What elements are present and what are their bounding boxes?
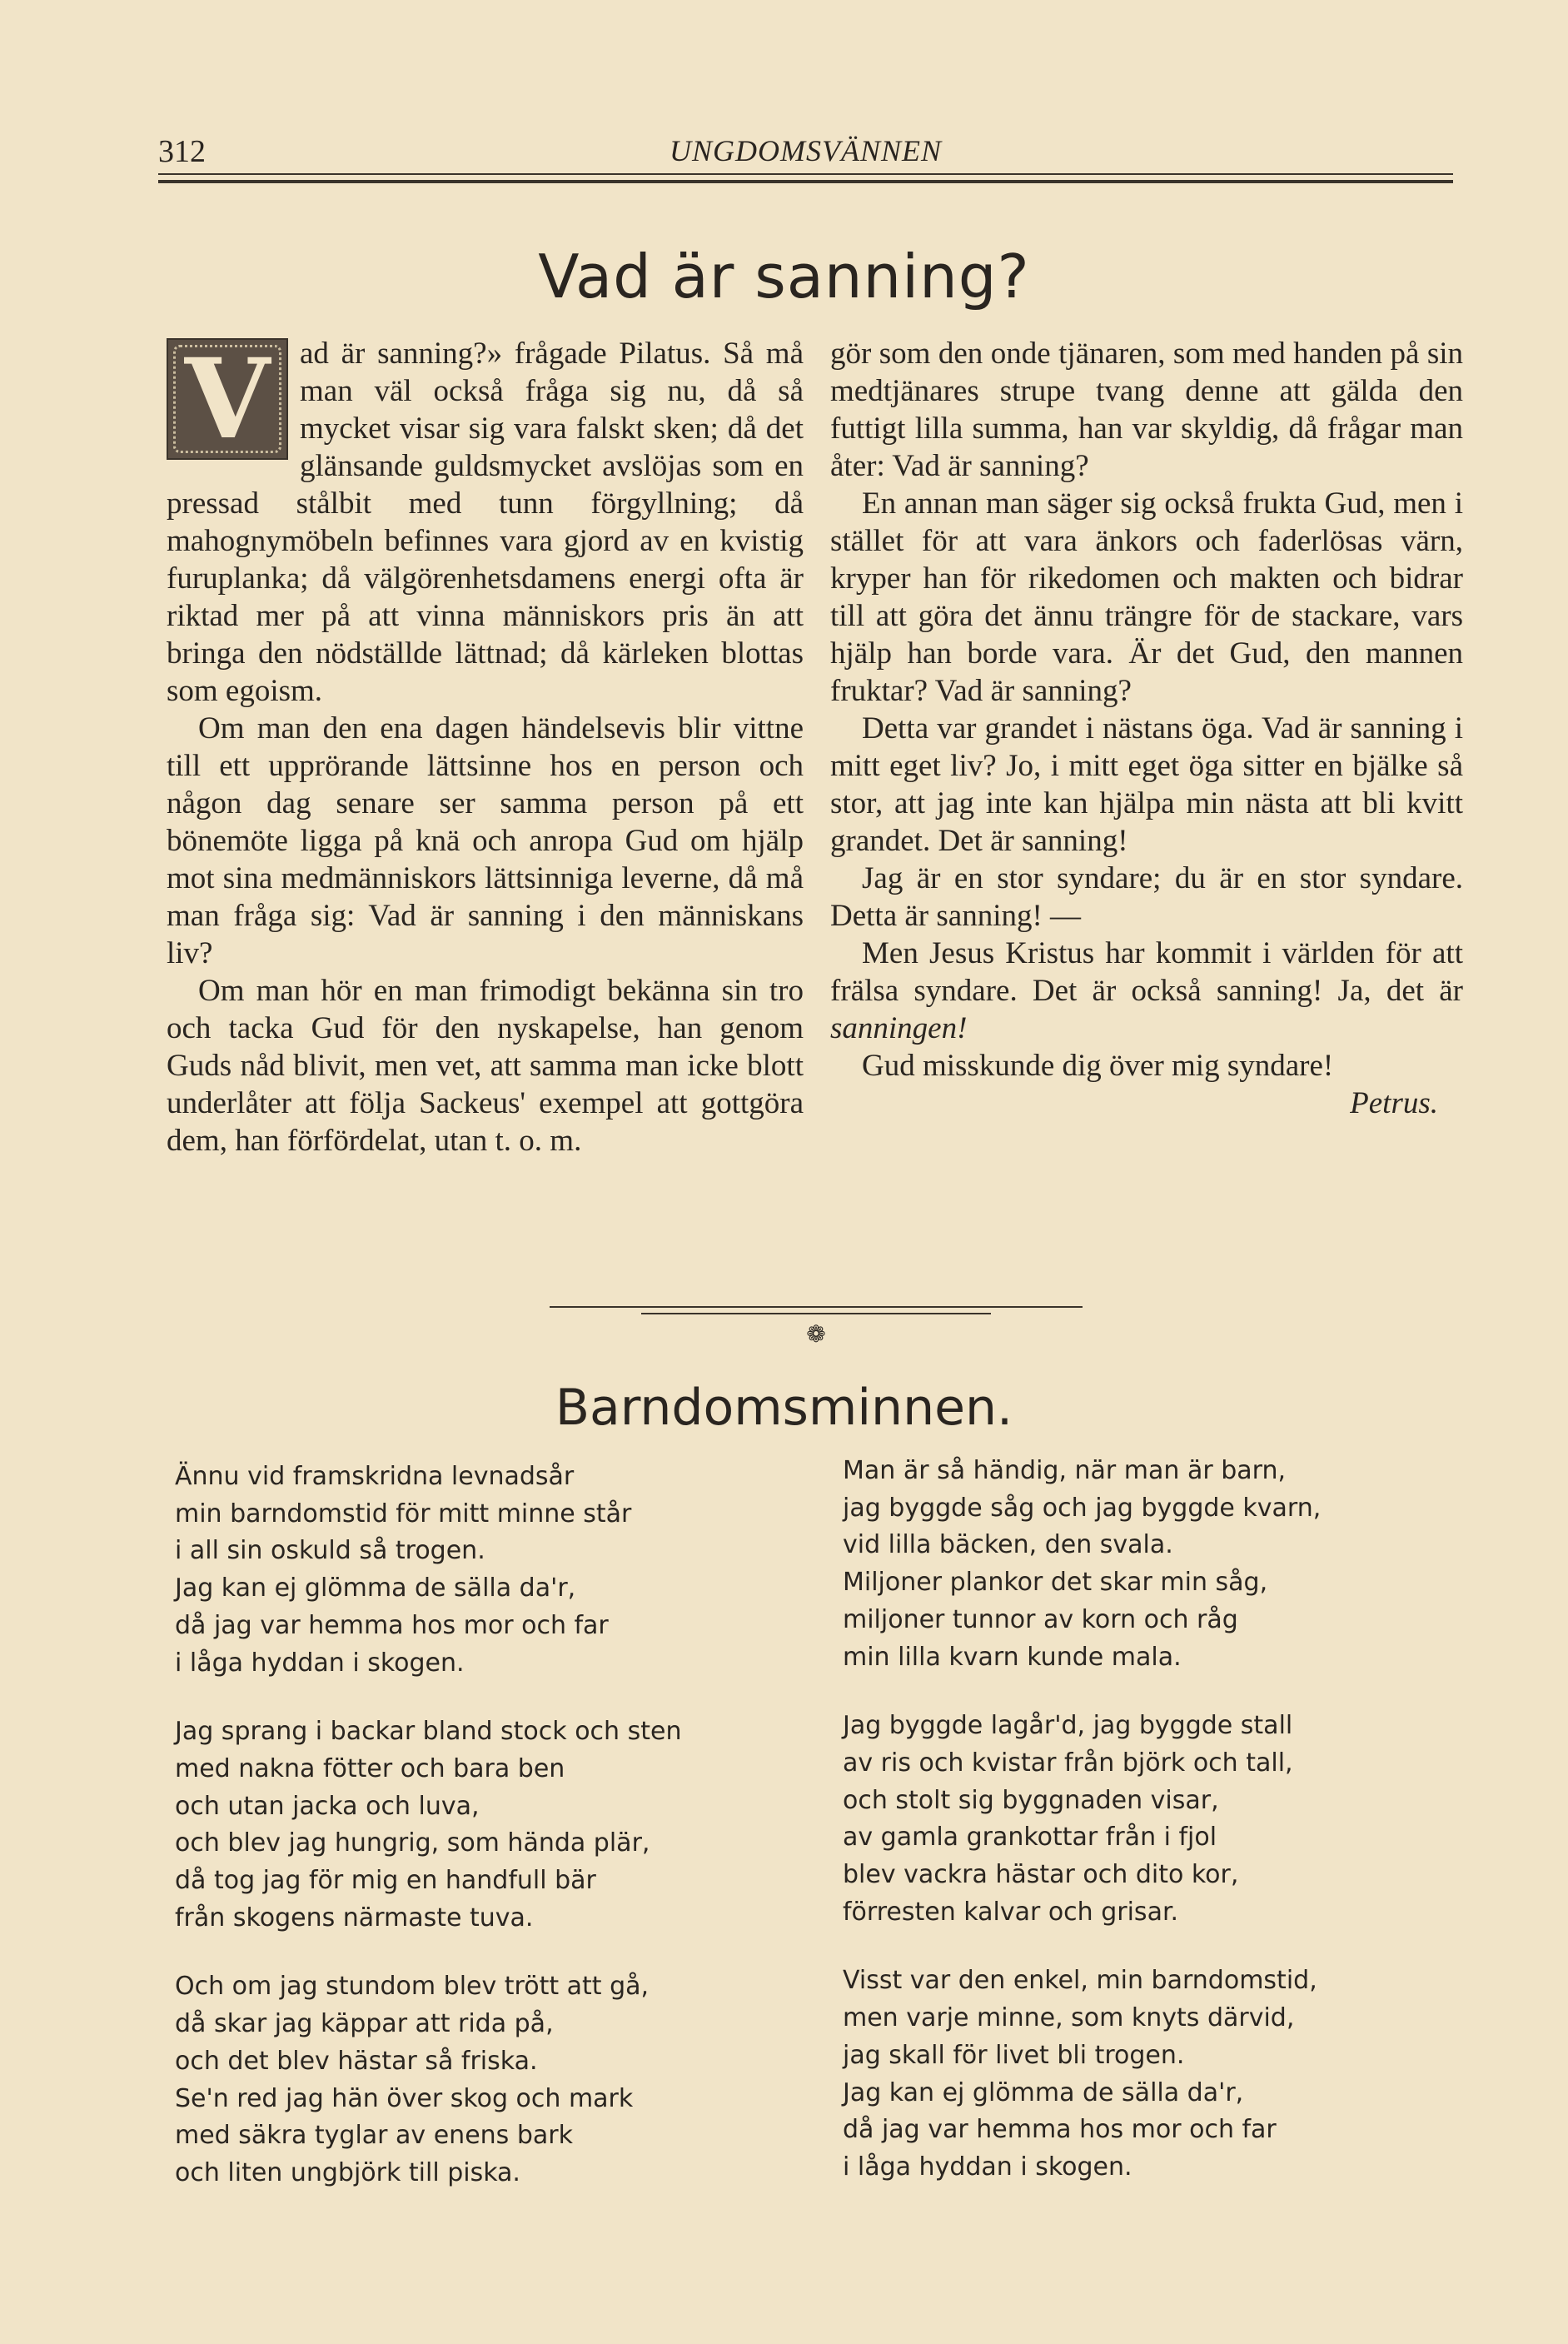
header-rule-thick	[158, 180, 1453, 183]
poem-line: och utan jacka och luva,	[175, 1791, 480, 1821]
article-paragraph: Jag är en stor syndare; du är en stor syndare. Detta är sanning! —	[830, 861, 1463, 933]
poem-line: jag byggde såg och jag byggde kvarn,	[843, 1493, 1322, 1523]
jesus-paragraph-text: Men Jesus Kristus har kommit i världen för att frälsa syndare. Det är också sanning! Ja, det är	[830, 936, 1463, 1008]
poem-stanza	[175, 1459, 808, 1682]
article-paragraph-text: ad är sanning?» frågade Pilatus. Så må man väl också fråga sig nu, då så mycket visar sig vara falskt sken; då det glänsande guldsmycket avslöjas som en pressad stålbit med tunn förgyllning; då mahognymöbeln befinnes vara gjord av en kvistig furuplanka; då välgörenhetsdamens energi ofta är riktad mer på att vinna människors pris än att bringa den nödställde lättnad; då kärleken blottas som egoism.	[167, 337, 804, 708]
article-column-left	[167, 335, 804, 1326]
poem-line: och det blev hästar så friska.	[175, 2046, 538, 2076]
poem-title: Barndomsminnen.	[555, 1379, 1013, 1437]
poem-stanza	[843, 1453, 1476, 1676]
poem-line: Jag sprang i backar bland stock och sten	[175, 1717, 682, 1747]
emphasis-text: sanningen!	[830, 1011, 968, 1045]
poem-line: då jag var hemma hos mor och far	[175, 1610, 609, 1640]
poem-stanza	[175, 1713, 808, 1937]
poem-line: Se'n red jag hän över skog och mark	[175, 2083, 634, 2113]
poem-column-right	[843, 1453, 1476, 2218]
poem-line: från skogens närmaste tuva.	[175, 1903, 534, 1933]
poem-line: då tog jag för mig en handfull bär	[175, 1866, 596, 1896]
article-paragraph: En annan man säger sig också frukta Gud, men i stället för att vara änkors och faderlösas värn, kryper han för rikedomen och makten och bidrar till att göra det ännu trängre för de stackare, vars hjälp han borde vara. Är det Gud, den mannen fruktar? Vad är sanning?	[830, 486, 1463, 708]
article-paragraph: Detta var grandet i nästans öga. Vad är sanning i mitt eget liv? Jo, i mitt eget öga sitter en bjälke så stor, att jag inte kan hjälpa min nästa att bli kvitt grandet. Det är sanning!	[830, 711, 1463, 858]
poem-line: då skar jag käppar att rida på,	[175, 2009, 554, 2039]
poem-line: jag skall för livet bli trogen.	[843, 2040, 1185, 2070]
poem-line: i låga hyddan i skogen.	[175, 1648, 465, 1678]
article-paragraph: Om man hör en man frimodigt bekänna sin tro och tacka Gud för den nyskapelse, han genom Guds nåd blivit, men vet, att samma man icke blott underlåter att följa Sackeus' exempel att gottgöra dem, han förfördelat, utan t. o. m.	[167, 974, 804, 1158]
poem-line: Jag byggde lagår'd, jag byggde stall	[843, 1711, 1293, 1741]
running-head	[158, 125, 1453, 183]
page-number: 312	[158, 134, 206, 169]
article-paragraph: gör som den onde tjänaren, som med handen på sin medtjänares strupe tvang denne att gälda den futtigt lilla summa, han var skyldig, då frågar man åter: Vad är sanning?	[830, 337, 1463, 483]
drop-cap-ornament	[167, 338, 288, 460]
poem-line: Jag kan ej glömma de sälla da'r,	[843, 2077, 1244, 2107]
poem-line: i all sin oskuld så trogen.	[175, 1536, 485, 1566]
poem-column-left	[175, 1459, 808, 2224]
poem-line: min barndomstid för mitt minne står	[175, 1499, 632, 1529]
article-title: Vad är sanning?	[538, 242, 1030, 312]
poem-stanza	[175, 1968, 808, 2192]
poem-line: Miljoner plankor det skar min såg,	[843, 1568, 1268, 1598]
poem-line: och blev jag hungrig, som hända plär,	[175, 1828, 650, 1858]
poem-stanza	[843, 1962, 1476, 2186]
poem-line: Man är så händig, när man är barn,	[843, 1456, 1286, 1485]
article-paragraph: Om man den ena dagen händelsevis blir vittne till ett upprörande lättsinne hos en person och någon dag senare ser samma person på ett bönemöte ligga på knä och anropa Gud om hjälp mot sina medmänniskors lättsinniga leverne, då må man fråga sig: Vad är sanning i den människans liv?	[167, 711, 804, 970]
article-paragraph	[167, 335, 804, 710]
poem-line: Jag kan ej glömma de sälla da'r,	[175, 1573, 576, 1603]
poem-line: i låga hyddan i skogen.	[843, 2152, 1132, 2182]
poem-line: min lilla kvarn kunde mala.	[843, 1642, 1182, 1672]
signature: Petrus.	[1350, 1086, 1438, 1120]
poem-line: Och om jag stundom blev trött att gå,	[175, 1972, 650, 2002]
poem-line: Ännu vid framskridna levnadsår	[175, 1462, 575, 1491]
journal-title: UNGDOMSVÄNNEN	[670, 134, 942, 167]
separator-rule	[550, 1306, 1083, 1308]
poem-line: med säkra tyglar av enens bark	[175, 2121, 573, 2151]
header-rule	[158, 173, 1453, 175]
article-column-right	[830, 335, 1463, 1326]
poem-line: Visst var den enkel, min barndomstid,	[843, 1966, 1317, 1996]
poem-stanza	[843, 1708, 1476, 1931]
poem-line: och stolt sig byggnaden visar,	[843, 1785, 1219, 1815]
article-paragraph	[830, 935, 1463, 1047]
poem-line: förresten kalvar och grisar.	[843, 1897, 1179, 1927]
poem-line: med nakna fötter och bara ben	[175, 1753, 565, 1783]
flower-ornament-icon: ❁	[806, 1322, 826, 1348]
poem-line: då jag var hemma hos mor och far	[843, 2115, 1277, 2145]
article-paragraph: Gud misskunde dig över mig syndare!	[862, 1049, 1334, 1083]
poem-line: men varje minne, som knyts därvid,	[843, 2003, 1295, 2033]
poem-line: vid lilla bäcken, den svala.	[843, 1530, 1173, 1560]
drop-cap-letter: V	[184, 338, 271, 460]
poem-line: miljoner tunnor av korn och råg	[843, 1604, 1238, 1634]
poem-line: av ris och kvistar från björk och tall,	[843, 1748, 1293, 1778]
poem-line: och liten ungbjörk till piska.	[175, 2157, 520, 2187]
poem-line: av gamla grankottar från i fjol	[843, 1823, 1217, 1853]
poem-line: blev vackra hästar och dito kor,	[843, 1860, 1239, 1890]
separator-rule-short	[641, 1313, 991, 1314]
section-separator	[550, 1306, 1083, 1356]
